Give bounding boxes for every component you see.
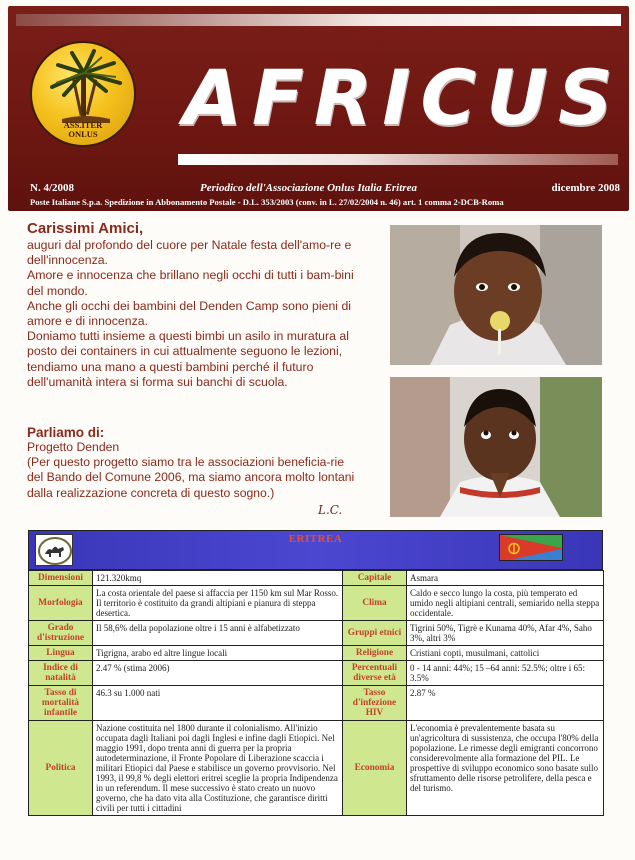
- child-praying-image: [390, 377, 602, 517]
- label-politica: Politica: [29, 721, 93, 816]
- project-name: Progetto Denden: [27, 440, 120, 454]
- label-gruppi-etnici: Gruppi etnici: [343, 621, 407, 646]
- table-row: [29, 586, 604, 621]
- value-politica: Nazione costituita nel 1800 durante il colonialismo. All'inizio occupata dagli Italiani poi dagli Inglesi e infine dagli Etiopici. Nel maggio 1991, dopo trenta anni di guerra per la propria autodeterminazione, il Fronte Popolare di Liberazione scaccia i militari Etiopici dal Paese e stabilisce un governo provvisorio. Nel 1993, il 99,8 % degli elettori eritrei sceglie la propria Indipendenza in un referendum. Il mese successivo è stato creato un nuovo governo, che ha dato vita alla Costituzione, che garantisce diritti civili per tutti i cittadini: [93, 721, 343, 816]
- periodical-subtitle: Periodico dell'Associazione Onlus Italia Eritrea: [200, 182, 417, 194]
- label-natalita: Indice di natalità: [29, 661, 93, 686]
- table-header: [28, 530, 603, 570]
- issue-date: dicembre 2008: [551, 182, 620, 194]
- label-istruzione: Grado d'istruzione: [29, 621, 93, 646]
- label-hiv: Tasso d'infezione HIV: [343, 686, 407, 721]
- table-row: [29, 646, 604, 661]
- child-with-lollipop-image: [390, 225, 602, 365]
- table-row: [29, 621, 604, 646]
- letter-paragraph-3: Anche gli occhi dei bambini del Denden Camp sono pieni di amore e di innocenza.: [27, 298, 352, 329]
- table-row: [29, 571, 604, 586]
- label-mortalita: Tasso di mortalità infantile: [29, 686, 93, 721]
- letter-paragraph-2: Amore e innocenza che brillano negli occhi di tutti i bam-bini del mondo.: [27, 268, 354, 298]
- magazine-title: AFRICUS: [183, 53, 623, 142]
- label-capitale: Capitale: [343, 571, 407, 586]
- issue-number: N. 4/2008: [30, 182, 74, 194]
- label-morfologia: Morfologia: [29, 586, 93, 621]
- value-hiv: 2.87 %: [407, 686, 604, 721]
- value-natalita: 2.47 % (stima 2006): [93, 661, 343, 686]
- value-lingua: Tigrigna, arabo ed altre lingue locali: [93, 646, 343, 661]
- eritrea-fact-table: [28, 530, 603, 816]
- value-mortalita: 46.3 su 1.000 nati: [93, 686, 343, 721]
- value-gruppi-etnici: Tigrini 50%, Tigrè e Kunama 40%, Afar 4%, Saho 3%, altri 3%: [407, 621, 604, 646]
- value-clima: Caldo e secco lungo la costa, più temperato ed umido negli altipiani centrali, semiarido nella steppa occidentale.: [407, 586, 604, 621]
- value-morfologia: La costa orientale del paese si affaccia per 1150 km sul Mar Rosso. Il territorio è costituito da grandi altipiani e pianura di steppa desertica.: [93, 586, 343, 621]
- table-row: [29, 686, 604, 721]
- letter-greeting: Carissimi Amici,: [27, 220, 144, 237]
- signature: L.C.: [318, 503, 343, 517]
- value-economia: L'economia è prevalentemente basata su un'agricoltura di sussistenza, che occupa l'80% della popolazione. Le rimesse degli emigranti concorrono considerevolmente alla formazione del PIL. Le prospettive di sviluppo economico sono basate sullo sfruttamento delle risorse petrolifere, della pesca e del turismo.: [407, 721, 604, 816]
- fact-grid: [28, 570, 604, 816]
- label-eta: Percentuali diverse età: [343, 661, 407, 686]
- letter-paragraph-4: Doniamo tutti insieme a questi bimbi un asilo in muratura al posto dei containers in cui attualmente seguono le lezioni, tendiamo una mano a questi bambini perché il futuro dell'umanità intera si forma sui banchi di scuola.: [27, 329, 349, 389]
- letter-paragraph-1: auguri dal profondo del cuore per Natale festa dell'amo-re e dell'innocenza.: [27, 238, 352, 268]
- value-dimensioni: 121.320kmq: [93, 571, 343, 586]
- value-istruzione: Il 58,6% della popolazione oltre i 15 anni è alfabetizzato: [93, 621, 343, 646]
- topics-heading: Parliamo di:: [27, 425, 105, 440]
- child-photo-1: [390, 225, 602, 365]
- eritrea-flag-icon: [499, 534, 563, 561]
- table-title: ERITREA: [288, 533, 343, 545]
- topics-section: [27, 425, 357, 501]
- label-religione: Religione: [343, 646, 407, 661]
- project-note: (Per questo progetto siamo tra le associazioni beneficia-rie del Bando del Comune 2006, ma siamo ancora molto lontani dalla realizzazione concreta di questo sogno.): [27, 455, 355, 500]
- label-clima: Clima: [343, 586, 407, 621]
- postal-notice: Poste Italiane S.p.a. Spedizione in Abbonamento Postale - D.L. 353/2003 (conv. in L. 27/02/2004 n. 46) art. 1 comma 2-DCB-Roma: [30, 197, 504, 207]
- table-row: [29, 661, 604, 686]
- label-dimensioni: Dimensioni: [29, 571, 93, 586]
- logo-text-line2: ONLUS: [68, 129, 98, 139]
- masthead-top-bar: [16, 14, 621, 26]
- value-eta: 0 - 14 anni: 44%; 15 –64 anni: 52.5%; oltre i 65: 3.5%: [407, 661, 604, 686]
- label-economia: Economia: [343, 721, 407, 816]
- child-photo-2: [390, 377, 602, 517]
- table-row: [29, 721, 604, 816]
- label-lingua: Lingua: [29, 646, 93, 661]
- association-logo: [30, 41, 136, 147]
- editorial-letter: [27, 220, 357, 390]
- masthead: [8, 6, 629, 211]
- value-religione: Cristiani copti, musulmani, cattolici: [407, 646, 604, 661]
- masthead-divider-bar: [178, 154, 618, 165]
- logo-text-line1: ASS.ITER: [63, 120, 103, 130]
- value-capitale: Asmara: [407, 571, 604, 586]
- masthead-info-line: [30, 182, 620, 196]
